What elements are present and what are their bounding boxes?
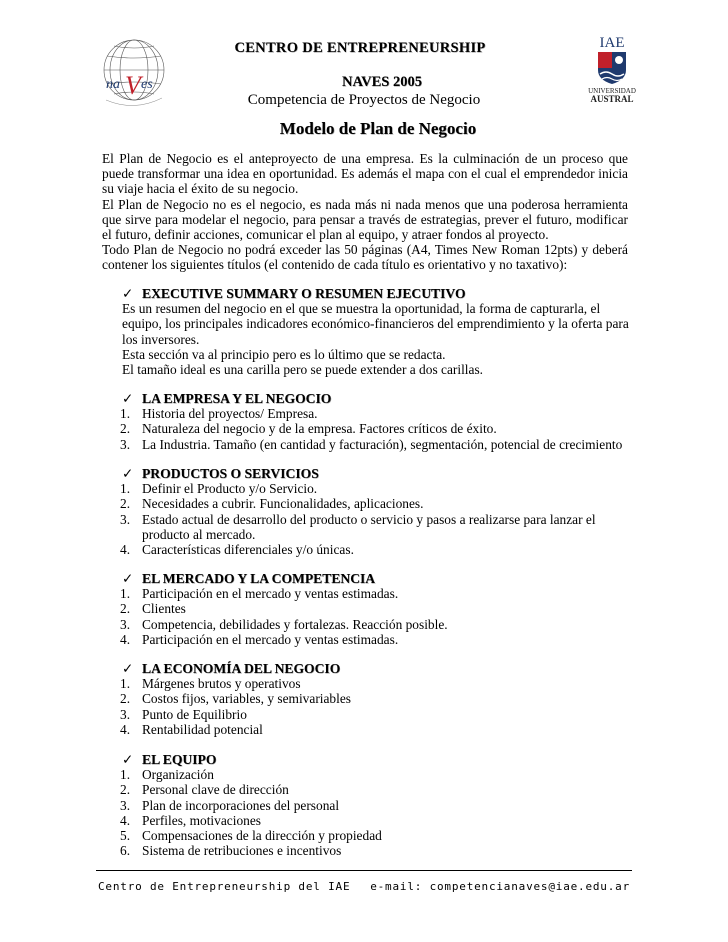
intro-text [102,151,628,273]
section-economia-negocio [122,661,642,737]
list-item: 1. Historia del proyectos/ Empresa. [120,406,318,422]
checkmark-icon: ✓ [122,571,134,586]
list-item: 4. Perfiles, motivaciones [120,812,261,828]
section-paragraph: Esta sección va al principio pero es lo último que se redacta. [122,346,446,362]
intro-paragraph-3: Todo Plan de Negocio no podrá exceder las 50 páginas (A4, Times New Roman 12pts) y deberá contener los siguientes títulos (el contenido de cada título es orientativo y no taxativo): [102,242,628,273]
list-item: 1. Participación en el mercado y ventas estimadas. [120,586,399,602]
list-item: 4. Rentabilidad potencial [120,721,263,737]
checkmark-icon: ✓ [122,752,134,767]
list-item: 1. Definir el Producto y/o Servicio. [120,481,318,497]
list-item: 2. Clientes [120,601,186,617]
list-item: 1. Organización [120,767,214,783]
section-productos-servicios [122,466,642,557]
list-item: 2. Necesidades a cubrir. Funcionalidades, aplicaciones. [120,496,424,512]
naves-wordmark-v: V [125,71,141,100]
section-title: ✓ EL MERCADO Y LA COMPETENCIA [122,571,376,586]
list-item: 2. Personal clave de dirección [120,782,289,798]
section-title: ✓ LA EMPRESA Y EL NEGOCIO [122,391,332,406]
header-org: CENTRO DE ENTREPRENEURSHIP [234,40,486,56]
list-item: 5. Compensaciones de la dirección y propiedad [120,828,382,844]
section-title: ✓ EL EQUIPO [122,752,217,767]
checkmark-icon: ✓ [122,391,134,406]
intro-paragraph-1: El Plan de Negocio es el anteproyecto de una empresa. Es la culminación de un proceso que puede transformar una idea en oportunidad. Es además el mapa con el cual el emprendedor inicia su viaje hacia el éxito de su negocio. [102,151,628,197]
list-item: 2. Naturaleza del negocio y de la empresa. Factores críticos de éxito. [120,421,497,437]
section-title: ✓ LA ECONOMÍA DEL NEGOCIO [122,661,341,676]
list-item: 6. Sistema de retribuciones e incentivos [120,843,342,859]
list-item: 3. Estado actual de desarrollo del producto o servicio y pasos a realizarse para lanzar el producto al mercado. [120,511,596,542]
austral-label: AUSTRAL [590,94,634,104]
section-title: ✓ PRODUCTOS O SERVICIOS [122,466,319,481]
page-title: Modelo de Plan de Negocio [279,119,477,138]
footer-organization: Centro de Entrepreneurship del IAE [98,880,351,893]
section-title: ✓ EXECUTIVE SUMMARY O RESUMEN EJECUTIVO [122,286,466,301]
footer-email: e-mail: competencianaves@iae.edu.ar [370,880,630,893]
section-equipo [122,752,642,858]
list-item: 1. Márgenes brutos y operativos [120,676,301,692]
naves-wordmark-right: es [141,77,153,92]
list-item: 4. Características diferenciales y/o únicas. [120,542,354,558]
list-item: 3. La Industria. Tamaño (en cantidad y facturación), segmentación, potencial de crecimiento [120,436,623,452]
naves-wordmark-left: na [106,77,120,92]
checkmark-icon: ✓ [122,661,134,676]
section-mercado-competencia [122,571,642,647]
list-item: 3. Competencia, debilidades y fortalezas. Reacción posible. [120,616,448,632]
intro-paragraph-2: El Plan de Negocio no es el negocio, es nada más ni nada menos que una poderosa herramienta que sirve para modelar el negocio, para pensar a través de estrategias, prever el futuro, modificar el futuro, definir acciones, comunicar el plan al equipo, y atraer fondos al proyecto. [102,196,628,243]
iae-wordmark: IAE [599,35,625,51]
section-paragraph: Es un resumen del negocio en el que se muestra la oportunidad, la forma de capturarla, el equipo, los principales indicadores económico-financieros del emprendimiento y la oferta para los inversores. [122,301,629,347]
section-empresa-negocio [122,391,642,452]
checkmark-icon: ✓ [122,286,134,301]
header-event: NAVES 2005 [342,74,422,90]
universidad-label: UNIVERSIDAD [588,87,636,95]
list-item: 4. Participación en el mercado y ventas estimadas. [120,631,399,647]
list-item: 2. Costos fijos, variables, y semivariables [120,691,352,707]
section-paragraph: El tamaño ideal es una carilla pero se puede extender a dos carillas. [122,362,484,378]
list-item: 3. Punto de Equilibrio [120,706,247,722]
footer-divider [96,870,632,871]
checkmark-icon: ✓ [122,466,134,481]
header-competition: Competencia de Proyectos de Negocio [247,92,481,108]
list-item: 3. Plan de incorporaciones del personal [120,797,340,813]
section-executive-summary [122,286,642,377]
